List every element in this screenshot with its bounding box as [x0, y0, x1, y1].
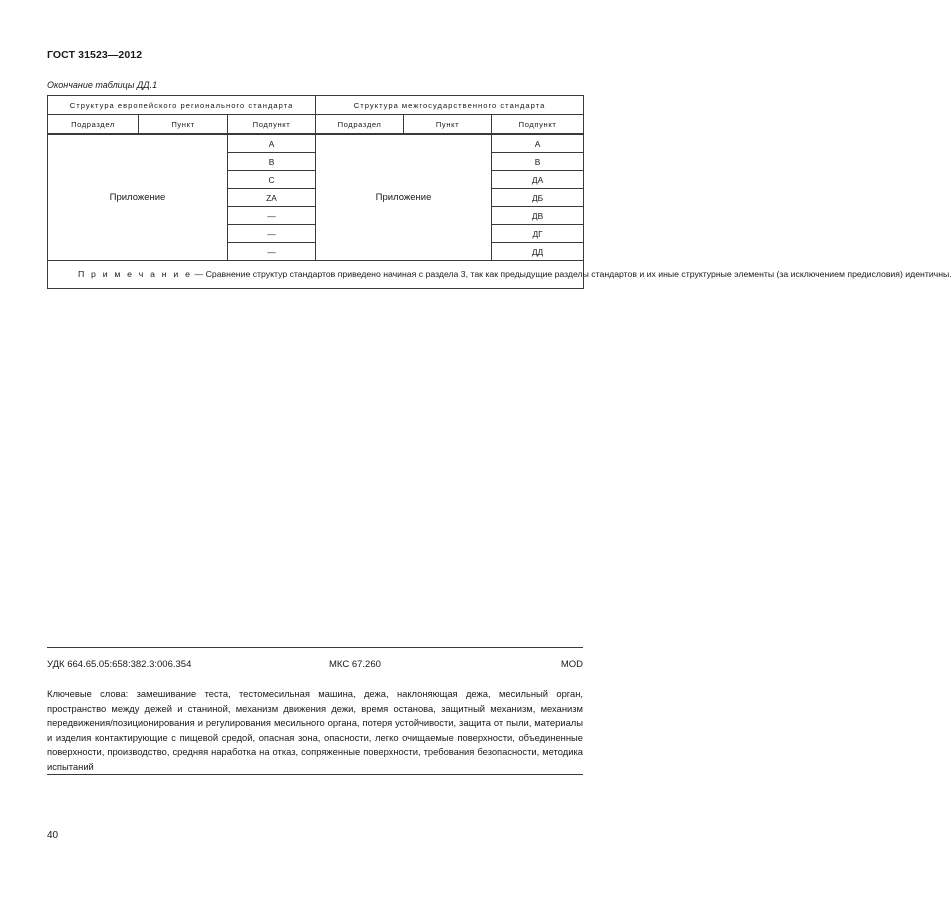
table-cell: C [228, 171, 316, 189]
table-cell: В [492, 153, 584, 171]
col-header: Пункт [404, 115, 492, 134]
table-cell: ZA [228, 189, 316, 207]
table-cell: ДБ [492, 189, 584, 207]
note-label: П р и м е ч а н и е [78, 269, 193, 279]
table-cell: А [492, 135, 584, 153]
mks-code: МКС 67.260 [329, 659, 381, 670]
page-number: 40 [47, 830, 59, 841]
table-cell: — [228, 225, 316, 243]
table-cell: — [228, 243, 316, 261]
table-cell: B [228, 153, 316, 171]
table-cell: ДВ [492, 207, 584, 225]
udc-code: УДК 664.65.05:658:382.3:006.354 [47, 659, 192, 670]
keywords-paragraph: Ключевые слова: замешивание теста, тестомесильная машина, дежа, наклоняющая дежа, месильный орган, пространство между дежей и станиной, механизм движения дежи, время останова, защитный механизм, механизм передвижения/позиционирования и регулирования месильного органа, потеря устойчивости, защита от пыли, материалы и изделия контактирующие с пищевой средой, опасная зона, опасности, легко очищаемые поверхности, объединенные поверхности, производство, средняя наработка на отказ, сопряженные поверхности, требования безопасности, методика испытаний [47, 688, 583, 772]
right-appendix-cell: Приложение [316, 135, 492, 261]
col-header: Подпункт [228, 115, 316, 134]
note-text: — Сравнение структур стандартов приведено начиная с раздела 3, так как предыдущие разделы стандартов и их иные структурные элементы (за исключением предисловия) идентичны. [192, 269, 952, 279]
top-rule [47, 647, 583, 648]
document-title: ГОСТ 31523—2012 [47, 49, 143, 61]
table-caption: Окончание таблицы ДД.1 [47, 80, 158, 90]
table-cell: ДА [492, 171, 584, 189]
table-note [48, 261, 952, 289]
structure-comparison-table [47, 95, 952, 289]
mod-label: MOD [560, 659, 583, 670]
col-header: Подраздел [316, 115, 404, 134]
classification-row [47, 659, 583, 673]
table-cell: ДД [492, 243, 584, 261]
col-header: Пункт [139, 115, 228, 134]
table-cell: ДГ [492, 225, 584, 243]
group-header-interstate: Структура межгосударственного стандарта [316, 96, 584, 115]
table-cell: — [228, 207, 316, 225]
bottom-rule [47, 774, 583, 775]
table-cell: A [228, 135, 316, 153]
col-header: Подпункт [492, 115, 584, 134]
left-appendix-cell: Приложение [48, 135, 228, 261]
col-header: Подраздел [48, 115, 139, 134]
group-header-european: Структура европейского регионального стандарта [48, 96, 316, 115]
